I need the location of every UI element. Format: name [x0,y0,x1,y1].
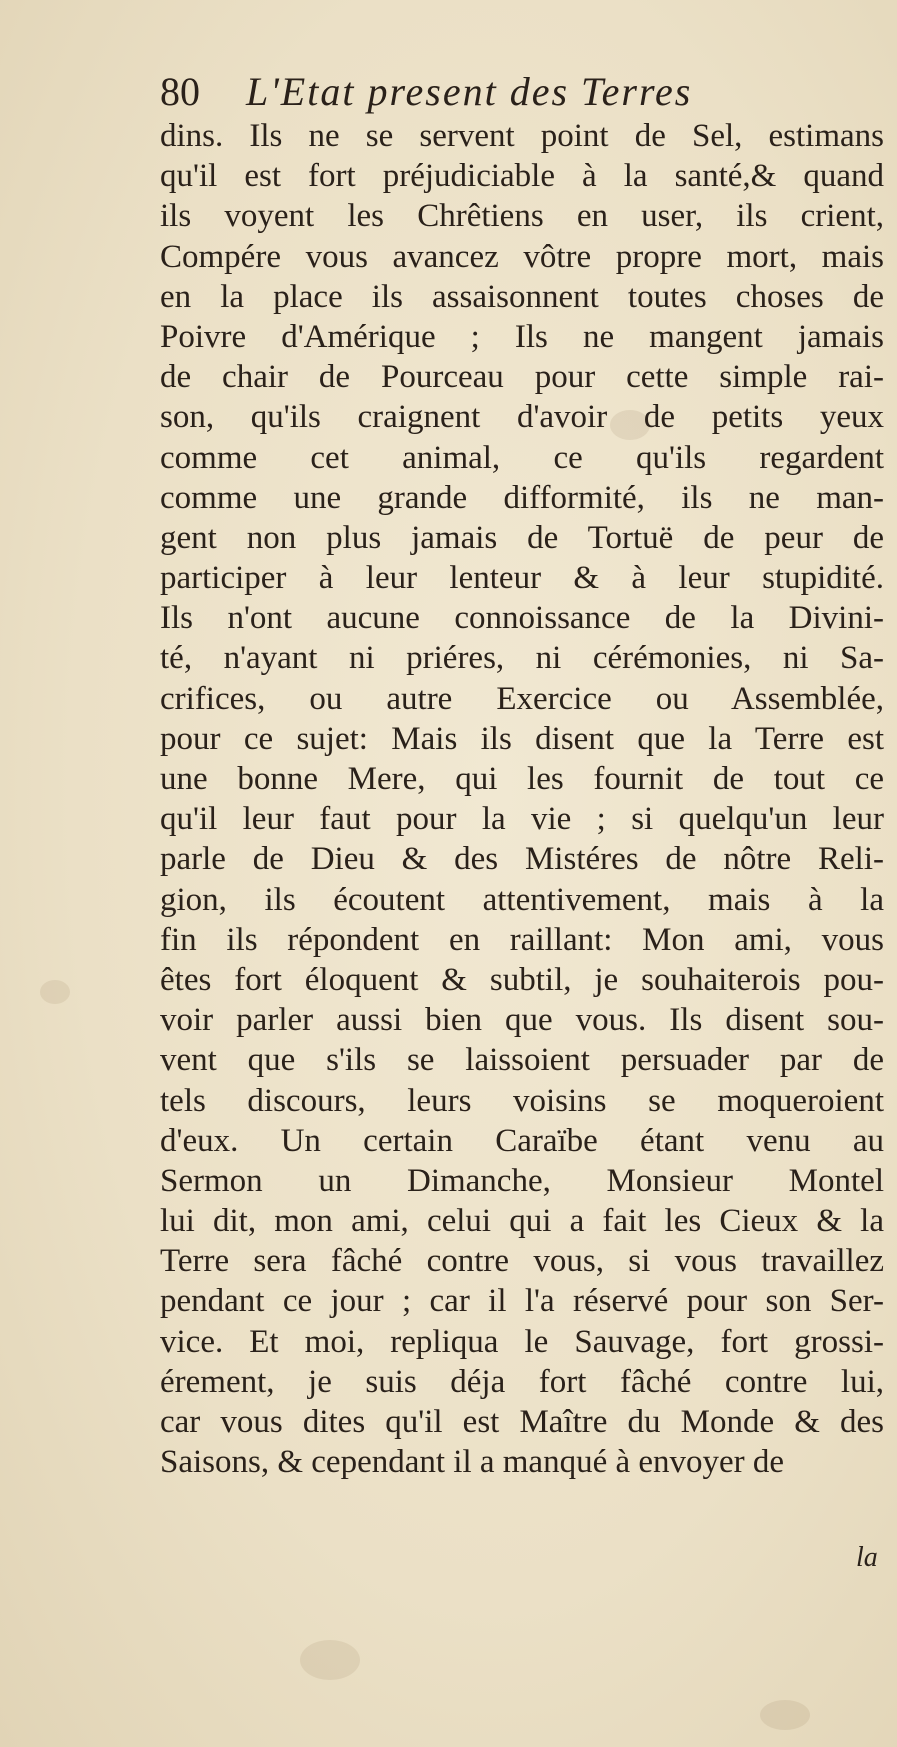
text-line: dins. Ils ne se servent point de Sel, estimans [160,118,884,154]
text-line: participer à leur lenteur & à leur stupidité. [160,560,884,597]
text-line: pendant ce jour ; car il l'a réservé pour son Ser- [160,1283,884,1320]
text-line: de chair de Pourceau pour cette simple rai- [160,359,884,396]
text-line: êtes fort éloquent & subtil, je souhaiterois pou- [160,961,884,998]
text-line: pour ce sujet: Mais ils disent que la Terre est [160,720,884,757]
text-line: érement, je suis déja fort fâché contre lui, [160,1363,884,1400]
text-line: car vous dites qu'il est Maître du Monde & des [160,1404,884,1440]
text-line: comme cet animal, ce qu'ils regardent [160,439,884,476]
paper-stain [300,1640,360,1680]
text-line: d'eux. Un certain Caraïbe étant venu au [160,1122,884,1159]
text-line: Poivre d'Amérique ; Ils ne mangent jamais [160,318,884,355]
text-line: gion, ils écoutent attentivement, mais à la [160,881,884,918]
text-line: Sermon un Dimanche, Monsieur Montel [160,1162,884,1199]
running-title: L'Etat present des Terres [246,69,693,114]
text-line: tels discours, leurs voisins se moqueroient [160,1082,884,1119]
text-line: une bonne Mere, qui les fournit de tout ce [160,761,884,797]
text-line: comme une grande difformité, ils ne man- [160,479,884,516]
paper-stain [40,980,70,1004]
text-line: Saisons, & cependant il a manqué à envoyer de [160,1444,785,1481]
text-line: vice. Et moi, repliqua le Sauvage, fort grossi- [160,1323,884,1360]
paper-stain [760,1700,810,1730]
text-line: gent non plus jamais de Tortuë de peur de [160,519,884,556]
text-line: té, n'ayant ni priéres, ni cérémonies, ni Sa- [160,640,884,677]
body-text [160,116,884,1482]
text-line: voir parler aussi bien que vous. Ils disent sou- [160,1002,884,1039]
text-line: ils voyent les Chrêtiens en user, ils crient, [160,198,884,235]
text-line: crifices, ou autre Exercice ou Assemblée, [160,680,884,717]
text-line: fin ils répondent en raillant: Mon ami, vous [160,921,884,958]
text-line: Compére vous avancez vôtre propre mort, mais [160,238,884,275]
text-line: qu'il leur faut pour la vie ; si quelqu'un leur [160,801,884,838]
text-line: qu'il est fort préjudiciable à la santé,& quand [160,158,884,195]
text-line: lui dit, mon ami, celui qui a fait les Cieux & la [160,1203,884,1240]
page-header [160,64,780,120]
text-line: en la place ils assaisonnent toutes choses de [160,278,884,315]
text-line: son, qu'ils craignent d'avoir de petits yeux [160,399,884,436]
text-line: Terre sera fâché contre vous, si vous travaillez [160,1243,884,1280]
text-line: Ils n'ont aucune connoissance de la Divini- [160,600,884,637]
text-line: parle de Dieu & des Mistéres de nôtre Reli- [160,841,884,878]
page-number: 80 [160,69,200,114]
catchword: la [856,1542,878,1573]
text-line: vent que s'ils se laissoient persuader par de [160,1042,884,1079]
